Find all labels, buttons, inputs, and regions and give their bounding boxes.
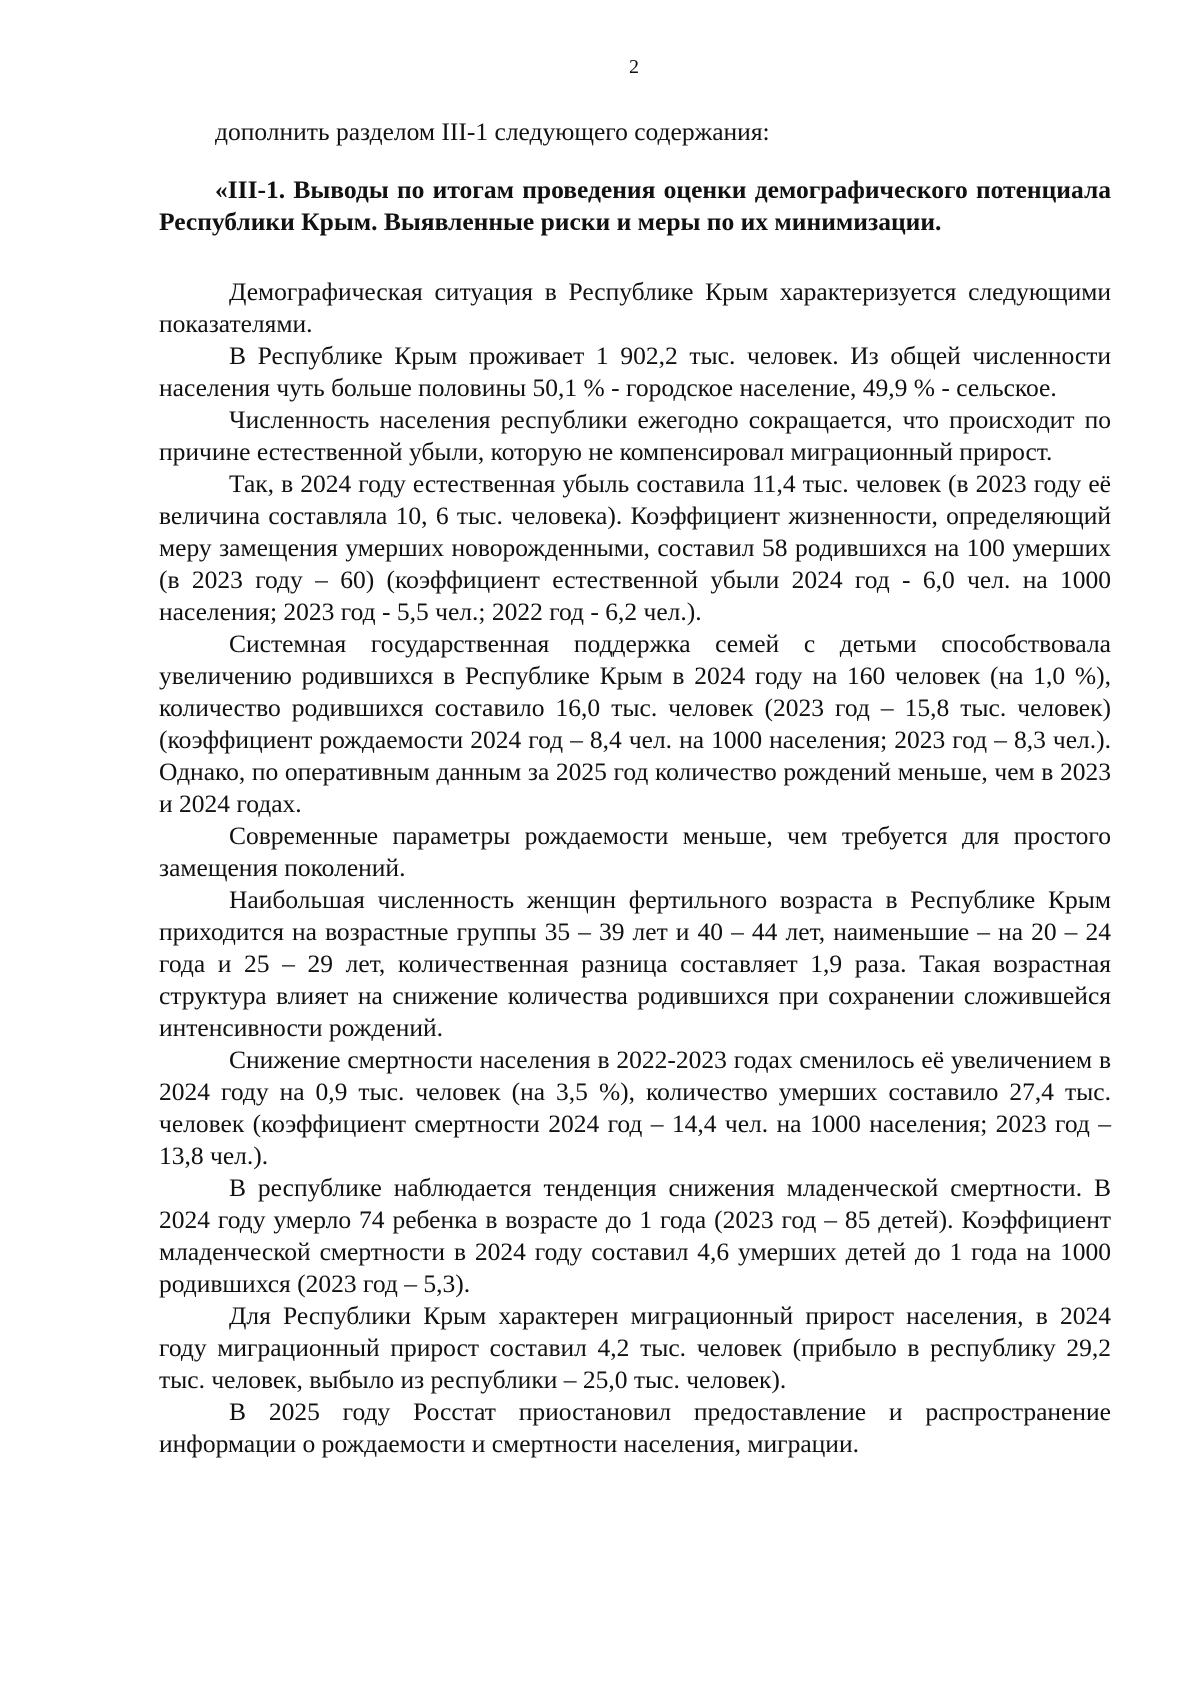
paragraph: Наибольшая численность женщин фертильного возраста в Республике Крым приходится на возрастные группы 35 – 39 лет и 40 – 44 лет, наименьшие – на 20 – 24 года и 25 – 29 лет, количественная разница составляет 1,9 раза. Такая возрастная структура влияет на снижение количества родившихся при сохранении сложившейся интенсивности рождений. [159, 885, 1111, 1042]
page-number: 2 [629, 56, 639, 78]
paragraph: В 2025 году Росстат приостановил предоставление и распространение информации о рождаемости и смертности населения, миграции. [159, 1397, 1111, 1458]
paragraph: Демографическая ситуация в Республике Крым характеризуется следующими показателями. [159, 277, 1111, 338]
paragraph: Снижение смертности населения в 2022-2023 годах сменилось её увеличением в 2024 году на 0,9 тыс. человек (на 3,5 %), количество умерших составило 27,4 тыс. человек (коэффициент смертности 2024 год – 14,4 чел. на 1000 населения; 2023 год – 13,8 чел.). [159, 1045, 1111, 1170]
paragraph: Системная государственная поддержка семей с детьми способствовала увеличению родившихся в Республике Крым в 2024 году на 160 человек (на 1,0 %), количество родившихся составило 16,0 тыс. человек (2023 год – 15,8 тыс. человек) (коэффициент рождаемости 2024 год – 8,4 чел. на 1000 населения; 2023 год – 8,3 чел.). Однако, по оперативным данным за 2025 год количество рождений меньше, чем в 2023 и 2024 годах. [159, 629, 1111, 818]
intro-line: дополнить разделом III-1 следующего содержания: [215, 117, 770, 146]
paragraph: Так, в 2024 году естественная убыль составила 11,4 тыс. человек (в 2023 году её величина составляла 10, 6 тыс. человека). Коэффициент жизненности, определяющий меру замещения умерших новорожденными, составил 58 родившихся на 100 умерших (в 2023 году – 60) (коэффициент естественной убыли 2024 год - 6,0 чел. на 1000 населения; 2023 год - 5,5 чел.; 2022 год - 6,2 чел.). [159, 469, 1111, 626]
document-body [159, 116, 1111, 1460]
paragraph: Для Республики Крым характерен миграционный прирост населения, в 2024 году миграционный прирост составил 4,2 тыс. человек (прибыло в республику 29,2 тыс. человек, выбыло из республики – 25,0 тыс. человек). [159, 1301, 1111, 1394]
paragraph: В Республике Крым проживает 1 902,2 тыс. человек. Из общей численности населения чуть больше половины 50,1 % - городское население, 49,9 % - сельское. [159, 341, 1111, 402]
section-heading: «III-1. Выводы по итогам проведения оценки демографического потенциала Республики Крым. Выявленные риски и меры по их минимизации. [159, 175, 1111, 236]
paragraph: В республике наблюдается тенденция снижения младенческой смертности. В 2024 году умерло 74 ребенка в возрасте до 1 года (2023 год – 85 детей). Коэффициент младенческой смертности в 2024 году составил 4,6 умерших детей до 1 года на 1000 родившихся (2023 год – 5,3). [159, 1173, 1111, 1298]
paragraph: Современные параметры рождаемости меньше, чем требуется для простого замещения поколений. [159, 821, 1111, 882]
paragraph: Численность населения республики ежегодно сокращается, что происходит по причине естественной убыли, которую не компенсировал миграционный прирост. [159, 405, 1111, 466]
